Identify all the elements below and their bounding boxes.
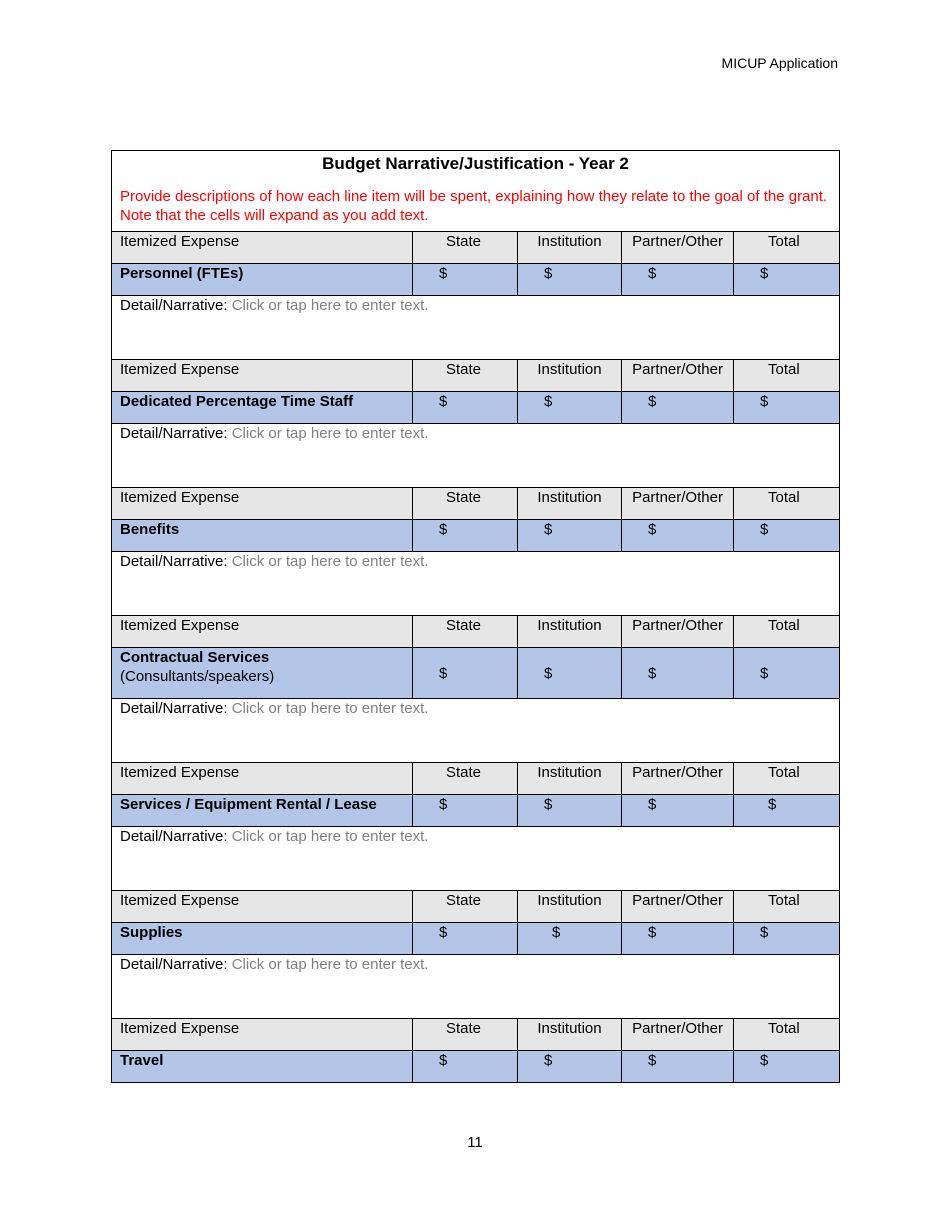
column-header-partner: Partner/Other [622,488,734,520]
column-header-expense: Itemized Expense [112,616,413,648]
state-amount-field[interactable]: $ [413,1051,518,1083]
institution-amount-field[interactable]: $ [518,923,622,955]
expense-sublabel: (Consultants/speakers) [120,668,275,685]
total-amount-field[interactable]: $ [734,392,840,424]
total-amount-field[interactable]: $ [734,520,840,552]
detail-row [112,552,840,616]
detail-row [112,827,840,891]
column-header-expense: Itemized Expense [112,1019,413,1051]
detail-row [112,296,840,360]
detail-label: Detail/Narrative: [120,956,228,973]
column-header-expense: Itemized Expense [112,360,413,392]
partner-amount-field[interactable]: $ [622,264,734,296]
column-header-institution: Institution [518,616,622,648]
column-header-expense: Itemized Expense [112,488,413,520]
column-header-row [112,232,840,264]
institution-amount-field[interactable]: $ [518,264,622,296]
document-header: MICUP Application [721,55,838,71]
detail-placeholder[interactable]: Click or tap here to enter text. [231,700,429,717]
page-title: Budget Narrative/Justification - Year 2 [322,154,629,173]
budget-table [111,150,840,1083]
expense-row-dedicated-staff [112,392,840,424]
detail-narrative-field[interactable] [112,552,840,616]
detail-placeholder[interactable]: Click or tap here to enter text. [231,828,429,845]
column-header-partner: Partner/Other [622,1019,734,1051]
total-amount-field[interactable]: $ [734,795,840,827]
column-header-partner: Partner/Other [622,232,734,264]
state-amount-field[interactable]: $ [413,392,518,424]
detail-placeholder[interactable]: Click or tap here to enter text. [231,297,429,314]
column-header-state: State [413,616,518,648]
expense-label: Benefits [112,520,413,552]
institution-amount-field[interactable]: $ [518,648,622,699]
expense-label: Travel [112,1051,413,1083]
detail-label: Detail/Narrative: [120,425,228,442]
column-header-total: Total [734,232,840,264]
column-header-row [112,616,840,648]
expense-row-contractual-services [112,648,840,699]
column-header-institution: Institution [518,1019,622,1051]
detail-label: Detail/Narrative: [120,553,228,570]
column-header-row [112,488,840,520]
expense-label: Services / Equipment Rental / Lease [112,795,413,827]
expense-label: Contractual Services [120,649,270,666]
detail-row [112,699,840,763]
expense-row-travel [112,1051,840,1083]
column-header-state: State [413,763,518,795]
column-header-institution: Institution [518,232,622,264]
institution-amount-field[interactable]: $ [518,1051,622,1083]
column-header-partner: Partner/Other [622,763,734,795]
total-amount-field[interactable]: $ [734,264,840,296]
detail-narrative-field[interactable] [112,955,840,1019]
partner-amount-field[interactable]: $ [622,923,734,955]
institution-amount-field[interactable]: $ [518,392,622,424]
state-amount-field[interactable]: $ [413,648,518,699]
expense-label: Supplies [112,923,413,955]
expense-row-supplies [112,923,840,955]
detail-placeholder[interactable]: Click or tap here to enter text. [231,425,429,442]
column-header-institution: Institution [518,488,622,520]
column-header-state: State [413,360,518,392]
title-row [112,151,840,232]
state-amount-field[interactable]: $ [413,923,518,955]
partner-amount-field[interactable]: $ [622,795,734,827]
column-header-expense: Itemized Expense [112,891,413,923]
detail-narrative-field[interactable] [112,827,840,891]
column-header-row [112,763,840,795]
state-amount-field[interactable]: $ [413,264,518,296]
column-header-total: Total [734,763,840,795]
detail-narrative-field[interactable] [112,699,840,763]
state-amount-field[interactable]: $ [413,795,518,827]
column-header-institution: Institution [518,891,622,923]
expense-row-benefits [112,520,840,552]
total-amount-field[interactable]: $ [734,923,840,955]
column-header-state: State [413,891,518,923]
expense-row-equipment-rental [112,795,840,827]
detail-row [112,424,840,488]
partner-amount-field[interactable]: $ [622,520,734,552]
column-header-total: Total [734,488,840,520]
detail-placeholder[interactable]: Click or tap here to enter text. [231,553,429,570]
instructions-text: Provide descriptions of how each line item will be spent, explaining how they relate to the goal of the grant. Note that the cells will expand as you add text. [120,188,828,224]
column-header-partner: Partner/Other [622,360,734,392]
column-header-expense: Itemized Expense [112,232,413,264]
detail-label: Detail/Narrative: [120,828,228,845]
column-header-state: State [413,488,518,520]
detail-label: Detail/Narrative: [120,297,228,314]
institution-amount-field[interactable]: $ [518,795,622,827]
detail-narrative-field[interactable] [112,424,840,488]
column-header-state: State [413,232,518,264]
column-header-row [112,360,840,392]
partner-amount-field[interactable]: $ [622,648,734,699]
detail-placeholder[interactable]: Click or tap here to enter text. [231,956,429,973]
column-header-partner: Partner/Other [622,891,734,923]
expense-row-personnel [112,264,840,296]
expense-label: Personnel (FTEs) [112,264,413,296]
partner-amount-field[interactable]: $ [622,392,734,424]
column-header-state: State [413,1019,518,1051]
detail-narrative-field[interactable] [112,296,840,360]
detail-label: Detail/Narrative: [120,700,228,717]
column-header-institution: Institution [518,360,622,392]
expense-label: Dedicated Percentage Time Staff [112,392,413,424]
state-amount-field[interactable]: $ [413,520,518,552]
column-header-partner: Partner/Other [622,616,734,648]
column-header-row [112,1019,840,1051]
column-header-expense: Itemized Expense [112,763,413,795]
column-header-institution: Institution [518,763,622,795]
column-header-total: Total [734,891,840,923]
page-number: 11 [467,1134,483,1151]
institution-amount-field[interactable]: $ [518,520,622,552]
detail-row [112,955,840,1019]
partner-amount-field[interactable]: $ [622,1051,734,1083]
total-amount-field[interactable]: $ [734,648,840,699]
total-amount-field[interactable]: $ [734,1051,840,1083]
expense-label-cell [112,648,413,699]
column-header-total: Total [734,616,840,648]
column-header-row [112,891,840,923]
column-header-total: Total [734,360,840,392]
column-header-total: Total [734,1019,840,1051]
